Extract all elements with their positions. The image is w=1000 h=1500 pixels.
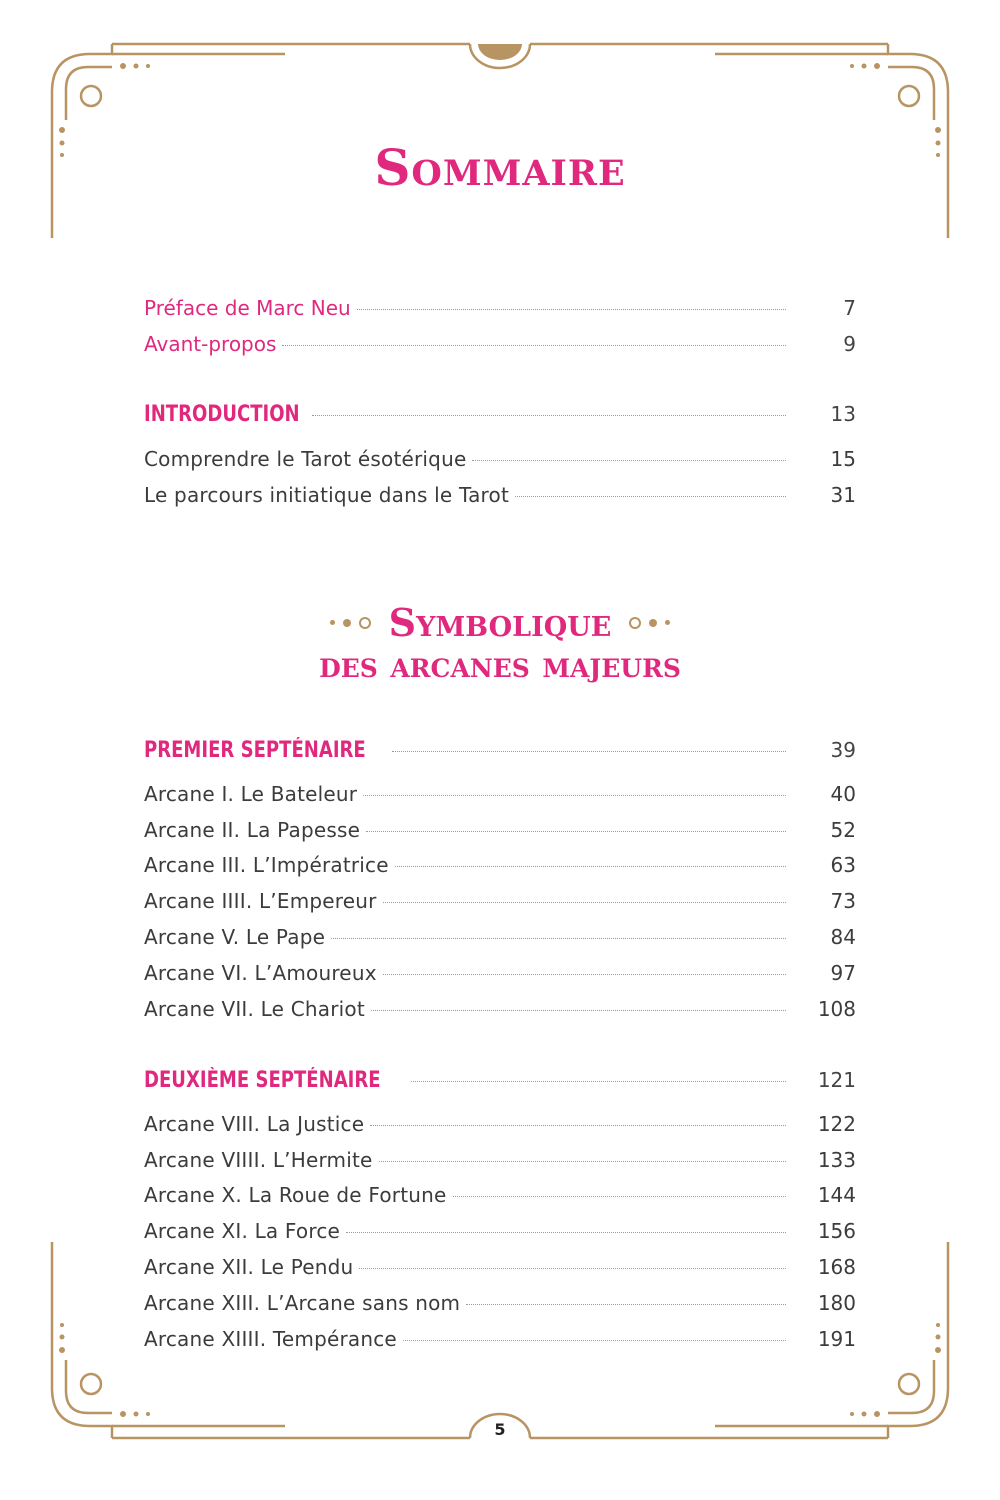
dot-leader [379,1160,786,1162]
toc-page-number: 15 [830,447,856,471]
dot-leader [515,495,786,497]
toc-label: Arcane III. L’Impératrice [144,853,389,877]
toc-heading-label: DEUXIÈME SEPTÉNAIRE [144,1068,381,1093]
toc-page-number: 7 [843,296,856,320]
toc-entry[interactable] [144,961,856,991]
toc-entry[interactable] [144,782,856,812]
dot-leader [383,973,786,975]
toc-page-number: 31 [830,483,856,507]
toc-label: Avant-propos [144,332,277,356]
dot-leader [366,830,786,832]
section-title [0,600,1000,645]
toc-entry[interactable] [144,1183,856,1213]
toc-page-number: 13 [830,402,856,426]
toc-page-number: 191 [817,1327,856,1351]
toc-page-number: 121 [817,1068,856,1092]
toc-entry[interactable] [144,1327,856,1357]
toc-heading-label: INTRODUCTION [144,402,300,427]
toc-entry[interactable] [144,1112,856,1142]
toc-entry[interactable] [144,1219,856,1249]
ornament-left-icon [330,617,371,629]
dot-leader [472,459,786,461]
toc-label: Préface de Marc Neu [144,296,351,320]
toc-label: Arcane VIIII. L’Hermite [144,1148,373,1172]
dot-leader [357,308,786,310]
toc-label: Arcane V. Le Pape [144,925,326,949]
section-title-line-2: des arcanes majeurs [319,644,681,686]
dot-leader [392,750,786,752]
dot-leader [383,901,786,903]
toc-entry[interactable] [144,447,856,477]
toc-entry[interactable] [144,1148,856,1178]
dot-leader [453,1195,786,1197]
toc-label: Le parcours initiatique dans le Tarot [144,483,510,507]
toc-page-number: 40 [830,782,856,806]
toc-label: Arcane XI. La Force [144,1219,341,1243]
toc-page-number: 108 [817,997,856,1021]
toc-page-number: 122 [817,1112,856,1136]
toc-entry-preface[interactable] [144,296,856,326]
toc-page-number: 156 [817,1219,856,1243]
toc-entry[interactable] [144,1291,856,1321]
section-title-line-1: Symbolique [388,600,612,645]
dot-leader [370,1124,786,1126]
toc-entry[interactable] [144,997,856,1027]
toc-page-number: 63 [830,853,856,877]
toc-label: Arcane VII. Le Chariot [144,997,365,1021]
toc-label: Comprendre le Tarot ésotérique [144,447,467,471]
toc-entry[interactable] [144,853,856,883]
page-title: Sommaire [374,138,626,197]
page-number: 5 [494,1420,506,1439]
toc-page-number: 133 [817,1148,856,1172]
toc-label: Arcane XII. Le Pendu [144,1255,354,1279]
dot-leader [403,1339,786,1341]
toc-label: Arcane IIII. L’Empereur [144,889,377,913]
toc-page-number: 84 [830,925,856,949]
dot-leader [371,1009,786,1011]
toc-heading-premier-septenaire[interactable] [144,738,856,768]
ornament-right-icon [629,617,670,629]
dot-leader [331,937,786,939]
toc-entry[interactable] [144,925,856,955]
dot-leader [359,1267,786,1269]
toc-entry[interactable] [144,889,856,919]
toc-label: Arcane VI. L’Amoureux [144,961,377,985]
toc-label: Arcane VIII. La Justice [144,1112,365,1136]
toc-page-number: 73 [830,889,856,913]
toc-heading-introduction[interactable] [144,402,856,432]
toc-entry-avant-propos[interactable] [144,332,856,362]
dot-leader [363,794,786,796]
toc-entry[interactable] [144,483,856,513]
toc-heading-deuxieme-septenaire[interactable] [144,1068,856,1098]
dot-leader [282,344,786,346]
toc-label: Arcane XIIII. Tempérance [144,1327,397,1351]
dot-leader [346,1231,786,1233]
dot-leader [395,865,786,867]
toc-page-number: 97 [830,961,856,985]
toc-label: Arcane I. Le Bateleur [144,782,358,806]
toc-page-number: 168 [817,1255,856,1279]
toc-label: Arcane II. La Papesse [144,818,361,842]
dot-leader [411,1080,786,1082]
toc-label: Arcane X. La Roue de Fortune [144,1183,447,1207]
toc-page-number: 52 [830,818,856,842]
toc-label: Arcane XIII. L’Arcane sans nom [144,1291,461,1315]
toc-heading-label: PREMIER SEPTÉNAIRE [144,738,366,763]
toc-page-number: 144 [817,1183,856,1207]
toc-page-number: 9 [843,332,856,356]
dot-leader [466,1303,786,1305]
toc-entry[interactable] [144,1255,856,1285]
toc-page-number: 180 [817,1291,856,1315]
toc-entry[interactable] [144,818,856,848]
toc-page-number: 39 [830,738,856,762]
dot-leader [312,414,786,416]
